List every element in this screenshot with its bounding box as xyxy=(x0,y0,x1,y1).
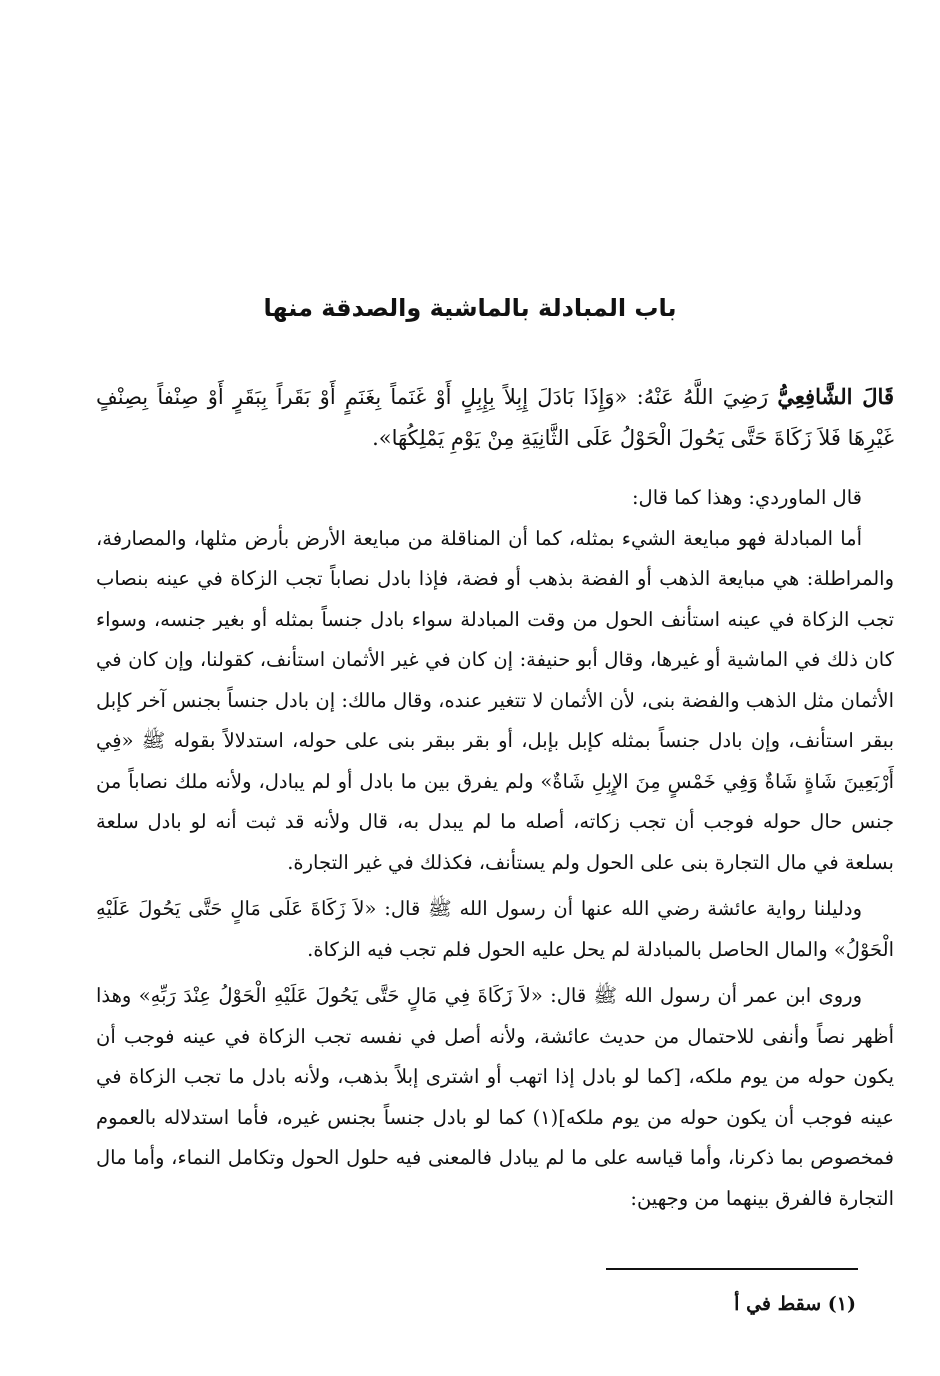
chapter-title: باب المبادلة بالماشية والصدقة منها xyxy=(263,294,677,322)
shafii-quote xyxy=(96,376,894,459)
footnote-divider xyxy=(606,1268,858,1270)
paragraph-aisha-evidence: ودليلنا رواية عائشة رضي الله عنها أن رسول الله ﷺ قال: «لاَ زَكَاةَ عَلَى مَالٍ حَتَّى يَحُولَ عَلَيْهِ الْحَوْلُ» والمال الحاصل بالمبادلة لم يحل عليه الحول فلم تجب فيه الزكاة. xyxy=(96,897,894,961)
shafii-speaker: قَالَ الشَّافِعِيُّ xyxy=(777,384,894,409)
paragraph-ibn-umar-evidence: وروى ابن عمر أن رسول الله ﷺ قال: «لاَ زَكَاةَ فِي مَالٍ حَتَّى يَحُولَ عَلَيْهِ الْحَوْلُ عِنْدَ رَبِّهِ» وهذا أظهر نصاً وأنفى للاحتمال من حديث عائشة، ولأنه أصل في نفسه تجب الزكاة في عينه فوجب أن يكون حوله من يوم ملكه، [كما لو بادل إذا اتهب أو اشترى إبلاً بذهب، ولأنه بادل ما تجب الزكاة في عينه فوجب أن يكون حوله من يوم ملكه](١) كما لو بادل جنساً بجنس غيره، فأما استدلاله بالعموم فمخصوص بما ذكرنا، وأما قياسه على ما لم يبادل فالمعنى فيه حلول الحول وتكامل النماء، وأما مال التجارة فالفرق بينهما من وجهين: xyxy=(96,984,894,1210)
paragraph-mubadala: أما المبادلة فهو مبايعة الشيء بمثله، كما أن المناقلة من مبايعة الأرض بأرض مثلها، والمصارفة، والمراطلة: هي مبايعة الذهب أو الفضة بذهب أو فضة، فإذا بادل نصاباً تجب الزكاة في عينه بنصاب تجب الزكاة في عينه استأنف الحول من وقت المبادلة سواء بادل جنساً بمثله أو بغير جنسه، وسواء كان ذلك في الماشية أو غيرها، وقال أبو حنيفة: إن كان في غير الأثمان استأنف، كقولنا، وإن كان في الأثمان مثل الذهب والفضة بنى، لأن الأثمان لا تتغير عنده، وقال مالك: إن بادل جنساً بجنس آخر كإبل ببقر استأنف، وإن بادل جنساً بمثله كإبل بإبل، أو بقر ببقر بنى على حوله، استدلالاً بقوله ﷺ «فِي أَرْبَعِينَ شَاةٍ شَاةٌ وَفِي خَمْسٍ مِنَ الإِبِلِ شَاةٌ» ولم يفرق بين ما بادل أو لم يبادل، ولأنه ملك نصاباً من جنس حال حوله فوجب أن تجب زكاته، أصله ما لم يبدل به، قال ولأنه قد ثبت أنه لو بادل سلعة بسلعة في مال التجارة بنى على الحول ولم يستأنف، فكذلك في غير التجارة. xyxy=(96,526,894,874)
mawardi-intro: قال الماوردي: وهذا كما قال: xyxy=(631,486,862,509)
shafii-quote-text: رَضِيَ اللَّهُ عَنْهُ: «وَإِذَا بَادَلَ إِبِلاً بِإِبِلٍ أَوْ غَنَماً بِغَنَمٍ أَوْ بَقَراً بِبَقَرٍ أَوْ صِنْفاً بِصِنْفٍ غَيْرِهَا فَلاَ زَكَاةَ حَتَّى يَحُولَ الْحَوْلُ عَلَى الثَّانِيَةِ مِنْ يَوْمِ يَمْلِكُهَا». xyxy=(96,385,894,450)
commentary-body xyxy=(96,478,894,1219)
footnote: (١) سقط في أ xyxy=(734,1293,856,1315)
